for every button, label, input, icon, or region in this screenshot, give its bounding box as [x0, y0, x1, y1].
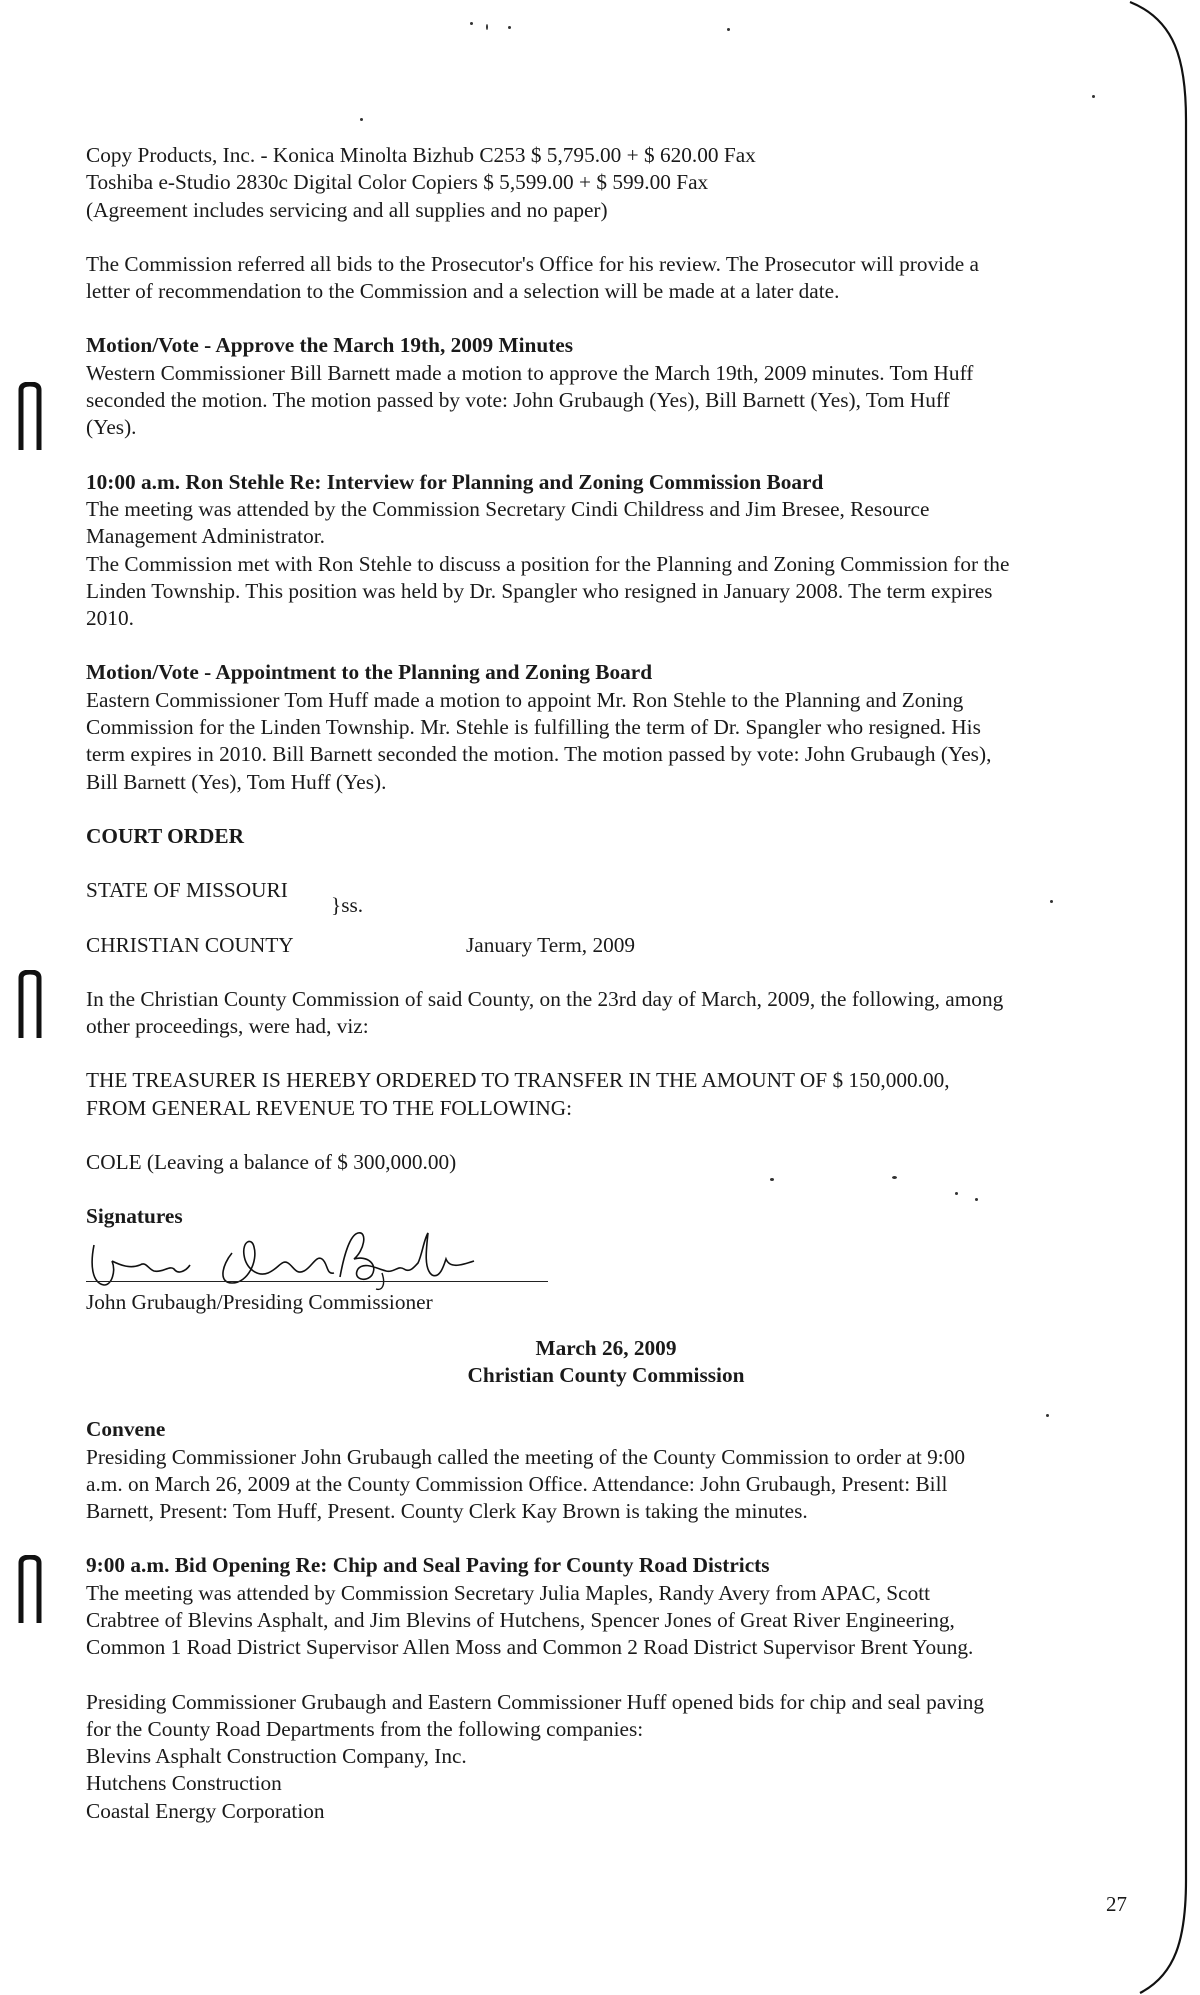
scan-speck	[470, 22, 473, 25]
paragraph-line: 2010.	[86, 606, 134, 631]
section-heading: 9:00 a.m. Bid Opening Re: Chip and Seal Paving for County Road Districts	[86, 1553, 770, 1578]
scan-speck	[486, 24, 488, 30]
paragraph-line: seconded the motion. The motion passed by vote: John Grubaugh (Yes), Bill Barnett (Yes), Tom Huff	[86, 388, 950, 413]
page-number: 27	[1106, 1892, 1127, 1916]
order-text: THE TREASURER IS HEREBY ORDERED TO TRANSFER IN THE AMOUNT OF $ 150,000.00,	[86, 1068, 950, 1093]
paragraph-line: Linden Township. This position was held by Dr. Spangler who resigned in January 2008. The term expires	[86, 578, 993, 603]
meeting-date: March 26, 2009	[535, 1335, 677, 1360]
county-label: CHRISTIAN COUNTY	[86, 932, 294, 957]
state-label: STATE OF MISSOURI	[86, 878, 288, 903]
section-heading: Convene	[86, 1417, 166, 1442]
paragraph-line: (Yes).	[86, 415, 137, 440]
signatures-label: Signatures	[86, 1204, 183, 1229]
balance-line: COLE (Leaving a balance of $ 300,000.00)	[86, 1150, 457, 1175]
bid-line: Toshiba e-Studio 2830c Digital Color Copiers $ 5,599.00 + $ 599.00 Fax	[86, 170, 709, 195]
paragraph-line: other proceedings, were had, viz:	[86, 1014, 369, 1039]
paragraph-line: Presiding Commissioner John Grubaugh called the meeting of the County Commission to order at 9:00	[86, 1444, 965, 1469]
company-item: Coastal Energy Corporation	[86, 1798, 325, 1823]
paragraph-line: Crabtree of Blevins Asphalt, and Jim Blevins of Hutchens, Spencer Jones of Great River Engineering,	[86, 1607, 955, 1632]
binder-hole-mark	[17, 970, 43, 1040]
bid-line: Copy Products, Inc. - Konica Minolta Bizhub C253 $ 5,795.00 + $ 620.00 Fax	[86, 143, 756, 167]
paragraph-line: Western Commissioner Bill Barnett made a motion to approve the March 19th, 2009 minutes. Tom Huff	[86, 360, 974, 385]
paragraph-line: Common 1 Road District Supervisor Allen Moss and Common 2 Road District Supervisor Brent Young.	[86, 1635, 974, 1660]
company-item: Blevins Asphalt Construction Company, Inc.	[86, 1744, 467, 1769]
signature-block	[86, 1231, 1126, 1321]
paragraph-line: Eastern Commissioner Tom Huff made a motion to appoint Mr. Ron Stehle to the Planning and Zoning	[86, 687, 964, 712]
paragraph-line: The meeting was attended by Commission Secretary Julia Maples, Randy Avery from APAC, Scott	[86, 1580, 931, 1605]
section-heading: Motion/Vote - Approve the March 19th, 2009 Minutes	[86, 333, 574, 358]
county-row	[86, 932, 1126, 959]
scan-speck	[360, 118, 363, 121]
paragraph-line: term expires in 2010. Bill Barnett seconded the motion. The motion passed by vote: John Grubaugh (Yes),	[86, 742, 992, 767]
section-heading: 10:00 a.m. Ron Stehle Re: Interview for Planning and Zoning Commission Board	[86, 469, 824, 494]
court-order-heading: COURT ORDER	[86, 823, 245, 848]
paragraph-line: Management Administrator.	[86, 524, 325, 549]
referral-text: letter of recommendation to the Commission and a selection will be made at a later date.	[86, 279, 840, 304]
paragraph-line: Presiding Commissioner Grubaugh and Eastern Commissioner Huff opened bids for chip and seal paving	[86, 1689, 985, 1714]
meeting-org: Christian County Commission	[467, 1362, 745, 1387]
scan-speck	[727, 28, 730, 31]
bid-note: (Agreement includes servicing and all supplies and no paper)	[86, 197, 608, 222]
handwritten-signature	[82, 1225, 502, 1293]
paragraph-line: In the Christian County Commission of said County, on the 23rd day of March, 2009, the following, among	[86, 986, 1004, 1011]
referral-text: The Commission referred all bids to the Prosecutor's Office for his review. The Prosecutor will provide a	[86, 251, 979, 276]
document-body	[86, 142, 1126, 1825]
scan-speck	[1092, 95, 1095, 98]
binder-hole-mark	[17, 1555, 43, 1625]
signature-line	[86, 1281, 548, 1282]
order-text: FROM GENERAL REVENUE TO THE FOLLOWING:	[86, 1095, 573, 1120]
page-edge-curve	[1120, 0, 1200, 1995]
paragraph-line: The meeting was attended by the Commission Secretary Cindi Childress and Jim Bresee, Resource	[86, 496, 930, 521]
paragraph-line: Barnett, Present: Tom Huff, Present. County Clerk Kay Brown is taking the minutes.	[86, 1499, 808, 1524]
scan-speck	[508, 26, 511, 29]
paragraph-line: Commission for the Linden Township. Mr. Stehle is fulfilling the term of Dr. Spangler who resigned. His	[86, 715, 981, 740]
ss-mark: }ss.	[331, 892, 364, 917]
term-label: January Term, 2009	[466, 932, 636, 957]
signer-caption: John Grubaugh/Presiding Commissioner	[86, 1289, 433, 1314]
paragraph-line: a.m. on March 26, 2009 at the County Commission Office. Attendance: John Grubaugh, Present: Bill	[86, 1471, 948, 1496]
company-item: Hutchens Construction	[86, 1771, 282, 1796]
paragraph-line: The Commission met with Ron Stehle to discuss a position for the Planning and Zoning Commission for the	[86, 551, 1010, 576]
paragraph-line: Bill Barnett (Yes), Tom Huff (Yes).	[86, 769, 387, 794]
section-heading: Motion/Vote - Appointment to the Planning and Zoning Board	[86, 660, 653, 685]
paragraph-line: for the County Road Departments from the following companies:	[86, 1716, 644, 1741]
binder-hole-mark	[17, 382, 43, 452]
